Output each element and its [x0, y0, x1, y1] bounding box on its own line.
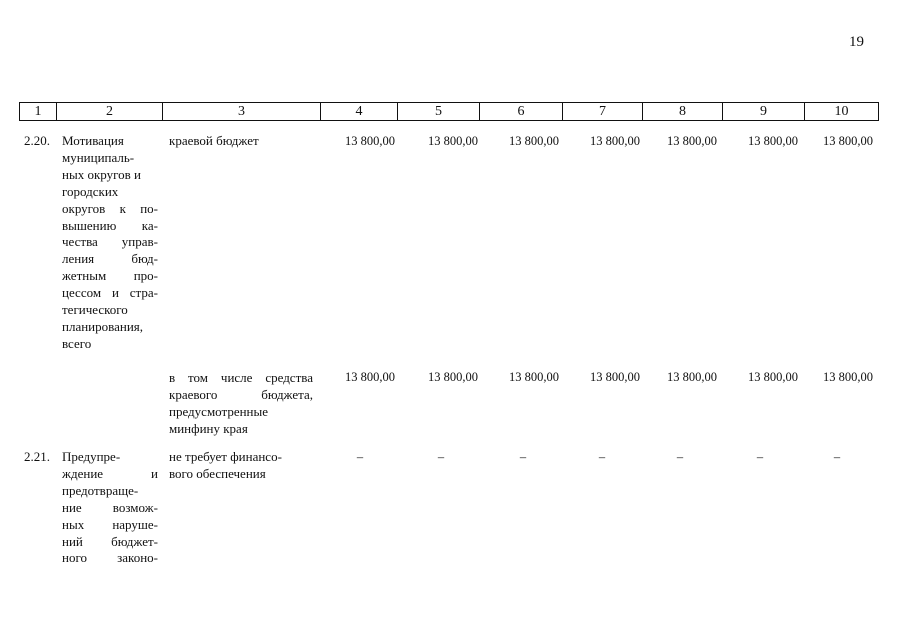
name-line: городских	[62, 183, 119, 199]
header-col-10: 10	[805, 103, 879, 121]
name-line: Мотивация	[62, 133, 124, 148]
header-col-8: 8	[643, 103, 723, 121]
header-col-2: 2	[57, 103, 163, 121]
name-line: ных наруше-	[62, 516, 158, 532]
value-cell: –	[437, 450, 445, 464]
value-cell: 13 800,00	[345, 134, 395, 148]
header-col-7: 7	[563, 103, 643, 121]
page-number: 19	[849, 34, 864, 50]
value-cell: 13 800,00	[590, 134, 640, 148]
value-cell: 13 800,00	[748, 370, 798, 384]
name-line: жетным про-	[62, 268, 158, 284]
value-cell: –	[756, 450, 764, 464]
name-line: цессом и стра-	[62, 285, 158, 301]
name-line: ние возмож-	[62, 499, 158, 515]
header-col-6: 6	[480, 103, 563, 121]
name-line: Предупре-	[62, 449, 121, 464]
header-col-5: 5	[398, 103, 480, 121]
value-cell: 13 800,00	[823, 370, 873, 384]
header-col-9: 9	[723, 103, 805, 121]
value-cell: 13 800,00	[428, 370, 478, 384]
row-number: 2.21.	[24, 449, 50, 464]
value-cell: 13 800,00	[667, 370, 717, 384]
value-cell: 13 800,00	[428, 134, 478, 148]
measure-name	[62, 133, 158, 353]
measure-name	[62, 449, 158, 567]
value-cell: 13 800,00	[345, 370, 395, 384]
header-col-3: 3	[163, 103, 321, 121]
value-cell: 13 800,00	[590, 370, 640, 384]
name-line: ления бюд-	[62, 251, 158, 267]
value-cell: –	[519, 450, 527, 464]
value-cell: 13 800,00	[509, 370, 559, 384]
source-line: минфину края	[169, 420, 248, 436]
source-line: в том числе средства	[169, 370, 313, 385]
value-cell: 13 800,00	[509, 134, 559, 148]
name-line: планирования,	[62, 318, 144, 334]
value-cell: 13 800,00	[823, 134, 873, 148]
name-line: ного законо-	[62, 550, 158, 566]
name-line: вышению ка-	[62, 217, 158, 233]
funding-source: краевой бюджет	[169, 133, 259, 148]
funding-source	[169, 449, 313, 483]
value-cell: 13 800,00	[667, 134, 717, 148]
value-cell: –	[833, 450, 841, 464]
value-cell: 13 800,00	[748, 134, 798, 148]
row-number: 2.20.	[24, 133, 50, 148]
name-line: ных округов и	[62, 166, 141, 182]
value-cell: –	[356, 450, 364, 464]
source-line: не требует финансо-	[169, 449, 282, 464]
source-line: вого обеспечения	[169, 465, 266, 481]
name-line: чества управ-	[62, 234, 158, 250]
value-cell: –	[598, 450, 606, 464]
name-line: всего	[62, 335, 92, 351]
funding-source	[169, 370, 313, 438]
value-cell: –	[676, 450, 684, 464]
source-line: краевого бюджета,	[169, 386, 313, 402]
name-line: ждение и	[62, 465, 158, 481]
name-line: предотвраще-	[62, 482, 139, 498]
name-line: ний бюджет-	[62, 533, 158, 549]
name-line: округов к по-	[62, 200, 158, 216]
column-number-header	[19, 102, 879, 121]
header-col-4: 4	[321, 103, 398, 121]
header-col-1: 1	[20, 103, 57, 121]
source-line: предусмотренные	[169, 403, 269, 419]
name-line: тегического	[62, 302, 128, 318]
name-line: муниципаль-	[62, 149, 135, 165]
